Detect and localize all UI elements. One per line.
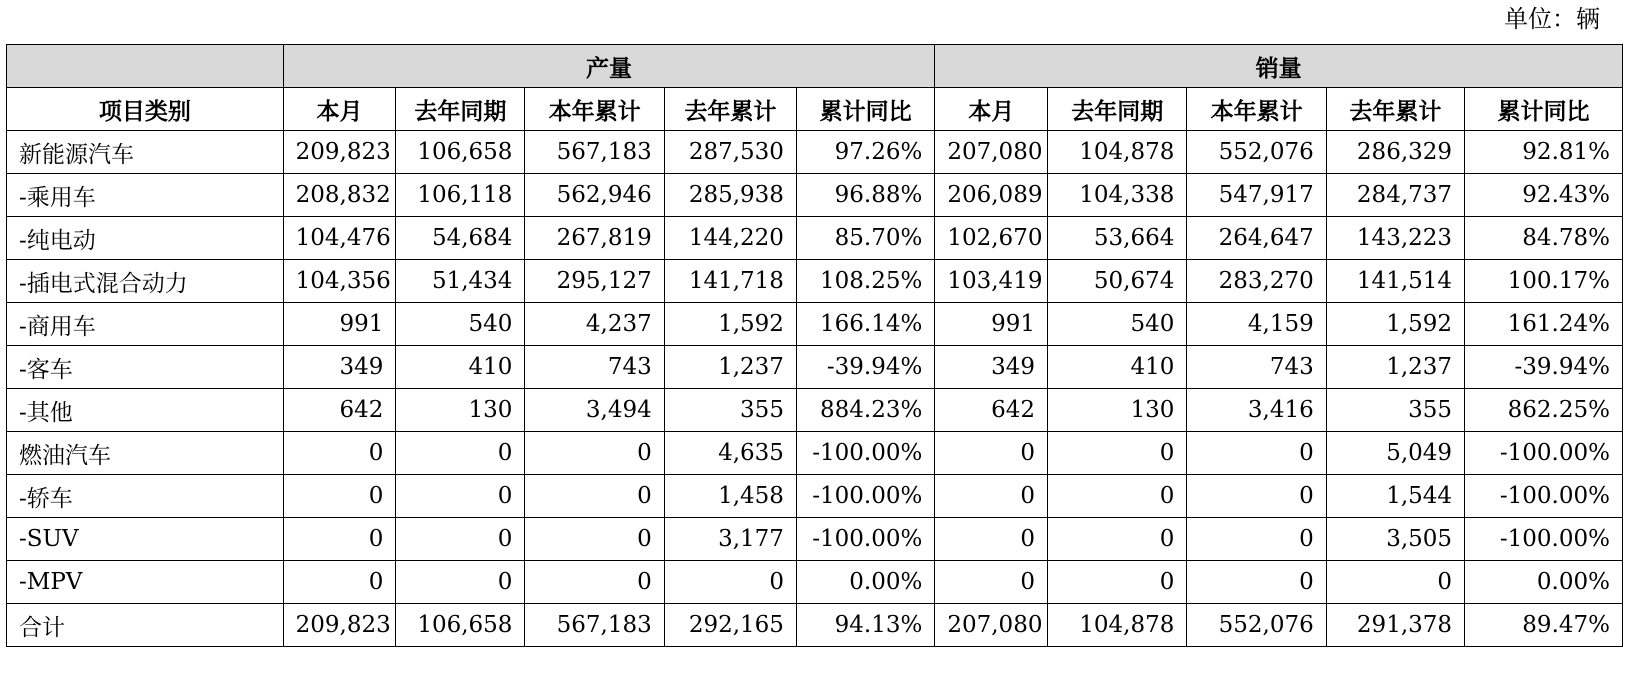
- table-cell: 4,635: [664, 432, 796, 475]
- row-category: -乘用车: [7, 174, 284, 217]
- table-cell: 0: [935, 432, 1048, 475]
- table-cell: 102,670: [935, 217, 1048, 260]
- table-cell: 89.47%: [1465, 604, 1623, 647]
- table-cell: 0: [1048, 475, 1187, 518]
- table-cell: 287,530: [664, 131, 796, 174]
- table-cell: 286,329: [1326, 131, 1464, 174]
- row-category: 燃油汽车: [7, 432, 284, 475]
- table-cell: 209,823: [283, 604, 396, 647]
- table-cell: 1,237: [1326, 346, 1464, 389]
- row-category: -客车: [7, 346, 284, 389]
- table-cell: 567,183: [525, 604, 664, 647]
- table-cell: 0: [1187, 518, 1326, 561]
- table-cell: 283,270: [1187, 260, 1326, 303]
- column-header: 去年同期: [396, 88, 525, 131]
- table-cell: 295,127: [525, 260, 664, 303]
- row-category: -纯电动: [7, 217, 284, 260]
- table-cell: 4,237: [525, 303, 664, 346]
- table-cell: 0: [525, 561, 664, 604]
- row-category: -其他: [7, 389, 284, 432]
- table-cell: 642: [935, 389, 1048, 432]
- table-cell: -100.00%: [1465, 518, 1623, 561]
- table-cell: 0: [396, 432, 525, 475]
- table-cell: 284,737: [1326, 174, 1464, 217]
- table-cell: 104,878: [1048, 604, 1187, 647]
- row-category: -插电式混合动力: [7, 260, 284, 303]
- table-cell: 166.14%: [796, 303, 934, 346]
- table-cell: 884.23%: [796, 389, 934, 432]
- table-cell: 208,832: [283, 174, 396, 217]
- table-cell: 85.70%: [796, 217, 934, 260]
- table-cell: 0: [1326, 561, 1464, 604]
- table-cell: 410: [1048, 346, 1187, 389]
- table-cell: 0: [283, 475, 396, 518]
- table-cell: 53,664: [1048, 217, 1187, 260]
- table-cell: 1,592: [664, 303, 796, 346]
- table-row: [7, 346, 1623, 389]
- row-category: 新能源汽车: [7, 131, 284, 174]
- table-cell: 0: [1048, 432, 1187, 475]
- table-cell: -100.00%: [1465, 475, 1623, 518]
- table-cell: 0: [525, 432, 664, 475]
- table-cell: 562,946: [525, 174, 664, 217]
- table-cell: 991: [935, 303, 1048, 346]
- table-cell: 0: [525, 475, 664, 518]
- table-cell: 92.81%: [1465, 131, 1623, 174]
- table-cell: 0: [1187, 561, 1326, 604]
- table-cell: 144,220: [664, 217, 796, 260]
- table-cell: 540: [396, 303, 525, 346]
- table-cell: 355: [664, 389, 796, 432]
- table-cell: 0: [1187, 475, 1326, 518]
- table-cell: 0: [283, 518, 396, 561]
- column-header-category: 项目类别: [7, 88, 284, 131]
- table-cell: 108.25%: [796, 260, 934, 303]
- table-cell: 0.00%: [796, 561, 934, 604]
- table-cell: 96.88%: [796, 174, 934, 217]
- table-cell: 264,647: [1187, 217, 1326, 260]
- table-cell: 0: [935, 518, 1048, 561]
- table-cell: 50,674: [1048, 260, 1187, 303]
- table-cell: 410: [396, 346, 525, 389]
- table-row: [7, 389, 1623, 432]
- column-header: 累计同比: [796, 88, 934, 131]
- table-cell: 0: [283, 432, 396, 475]
- table-cell: 267,819: [525, 217, 664, 260]
- table-cell: 552,076: [1187, 604, 1326, 647]
- table-cell: 143,223: [1326, 217, 1464, 260]
- table-cell: 991: [283, 303, 396, 346]
- table-cell: 130: [396, 389, 525, 432]
- table-cell: 3,505: [1326, 518, 1464, 561]
- table-cell: -100.00%: [796, 518, 934, 561]
- unit-label: 单位：辆: [1504, 5, 1600, 33]
- table-cell: 104,878: [1048, 131, 1187, 174]
- table-cell: 206,089: [935, 174, 1048, 217]
- table-cell: 540: [1048, 303, 1187, 346]
- table-cell: 106,658: [396, 604, 525, 647]
- table-cell: 1,544: [1326, 475, 1464, 518]
- table-cell: -100.00%: [796, 432, 934, 475]
- row-category: -轿车: [7, 475, 284, 518]
- table-cell: 51,434: [396, 260, 525, 303]
- table-cell: 104,476: [283, 217, 396, 260]
- table-cell: 292,165: [664, 604, 796, 647]
- table-cell: 0.00%: [1465, 561, 1623, 604]
- table-row: [7, 604, 1623, 647]
- table-cell: 5,049: [1326, 432, 1464, 475]
- table-cell: 642: [283, 389, 396, 432]
- table-cell: 285,938: [664, 174, 796, 217]
- table-cell: 106,118: [396, 174, 525, 217]
- table-cell: 104,338: [1048, 174, 1187, 217]
- table-row: [7, 260, 1623, 303]
- table-row: [7, 303, 1623, 346]
- column-header-row: [7, 88, 1623, 131]
- column-header: 本月: [283, 88, 396, 131]
- table-row: [7, 131, 1623, 174]
- table-cell: 141,718: [664, 260, 796, 303]
- table-cell: 355: [1326, 389, 1464, 432]
- table-cell: 0: [935, 561, 1048, 604]
- table-cell: 207,080: [935, 604, 1048, 647]
- table-cell: 0: [1048, 561, 1187, 604]
- table-cell: 106,658: [396, 131, 525, 174]
- column-header: 去年累计: [1326, 88, 1464, 131]
- table-cell: 567,183: [525, 131, 664, 174]
- table-cell: 552,076: [1187, 131, 1326, 174]
- table-cell: -100.00%: [1465, 432, 1623, 475]
- table-cell: 547,917: [1187, 174, 1326, 217]
- table-cell: 0: [396, 561, 525, 604]
- table-cell: 0: [1048, 518, 1187, 561]
- table-cell: 3,177: [664, 518, 796, 561]
- table-cell: 207,080: [935, 131, 1048, 174]
- table-cell: 1,237: [664, 346, 796, 389]
- group-header-row: [7, 45, 1623, 88]
- table-cell: 349: [283, 346, 396, 389]
- table-cell: 94.13%: [796, 604, 934, 647]
- table-cell: 209,823: [283, 131, 396, 174]
- row-category: 合计: [7, 604, 284, 647]
- table-cell: 0: [935, 475, 1048, 518]
- table-cell: -100.00%: [796, 475, 934, 518]
- table-row: [7, 475, 1623, 518]
- table-cell: 4,159: [1187, 303, 1326, 346]
- row-category: -MPV: [7, 561, 284, 604]
- table-cell: 0: [525, 518, 664, 561]
- column-header: 去年同期: [1048, 88, 1187, 131]
- table-cell: 0: [1187, 432, 1326, 475]
- table-row: [7, 432, 1623, 475]
- group-header-blank: [7, 45, 284, 88]
- table-cell: 130: [1048, 389, 1187, 432]
- table-row: [7, 174, 1623, 217]
- table-cell: 743: [1187, 346, 1326, 389]
- column-header: 本年累计: [1187, 88, 1326, 131]
- table-cell: 84.78%: [1465, 217, 1623, 260]
- table-cell: 104,356: [283, 260, 396, 303]
- table-cell: 1,458: [664, 475, 796, 518]
- table-cell: 3,416: [1187, 389, 1326, 432]
- column-header: 累计同比: [1465, 88, 1623, 131]
- table-row: [7, 217, 1623, 260]
- table-body: [7, 131, 1623, 647]
- table-cell: 743: [525, 346, 664, 389]
- table-cell: 54,684: [396, 217, 525, 260]
- table-cell: 0: [396, 475, 525, 518]
- table-cell: 862.25%: [1465, 389, 1623, 432]
- table-cell: 3,494: [525, 389, 664, 432]
- table-row: [7, 518, 1623, 561]
- table-cell: 0: [664, 561, 796, 604]
- group-header-production: 产量: [283, 45, 935, 88]
- table-cell: 103,419: [935, 260, 1048, 303]
- table-cell: 100.17%: [1465, 260, 1623, 303]
- row-category: -商用车: [7, 303, 284, 346]
- column-header: 去年累计: [664, 88, 796, 131]
- table-cell: 291,378: [1326, 604, 1464, 647]
- column-header: 本年累计: [525, 88, 664, 131]
- table-cell: 0: [283, 561, 396, 604]
- table-cell: 97.26%: [796, 131, 934, 174]
- table-cell: 1,592: [1326, 303, 1464, 346]
- table-row: [7, 561, 1623, 604]
- table-cell: 141,514: [1326, 260, 1464, 303]
- table-cell: 92.43%: [1465, 174, 1623, 217]
- row-category: -SUV: [7, 518, 284, 561]
- production-sales-table: [6, 44, 1623, 647]
- table-cell: -39.94%: [796, 346, 934, 389]
- table-cell: 161.24%: [1465, 303, 1623, 346]
- column-header: 本月: [935, 88, 1048, 131]
- group-header-sales: 销量: [935, 45, 1623, 88]
- table-cell: 0: [396, 518, 525, 561]
- table-cell: -39.94%: [1465, 346, 1623, 389]
- table-cell: 349: [935, 346, 1048, 389]
